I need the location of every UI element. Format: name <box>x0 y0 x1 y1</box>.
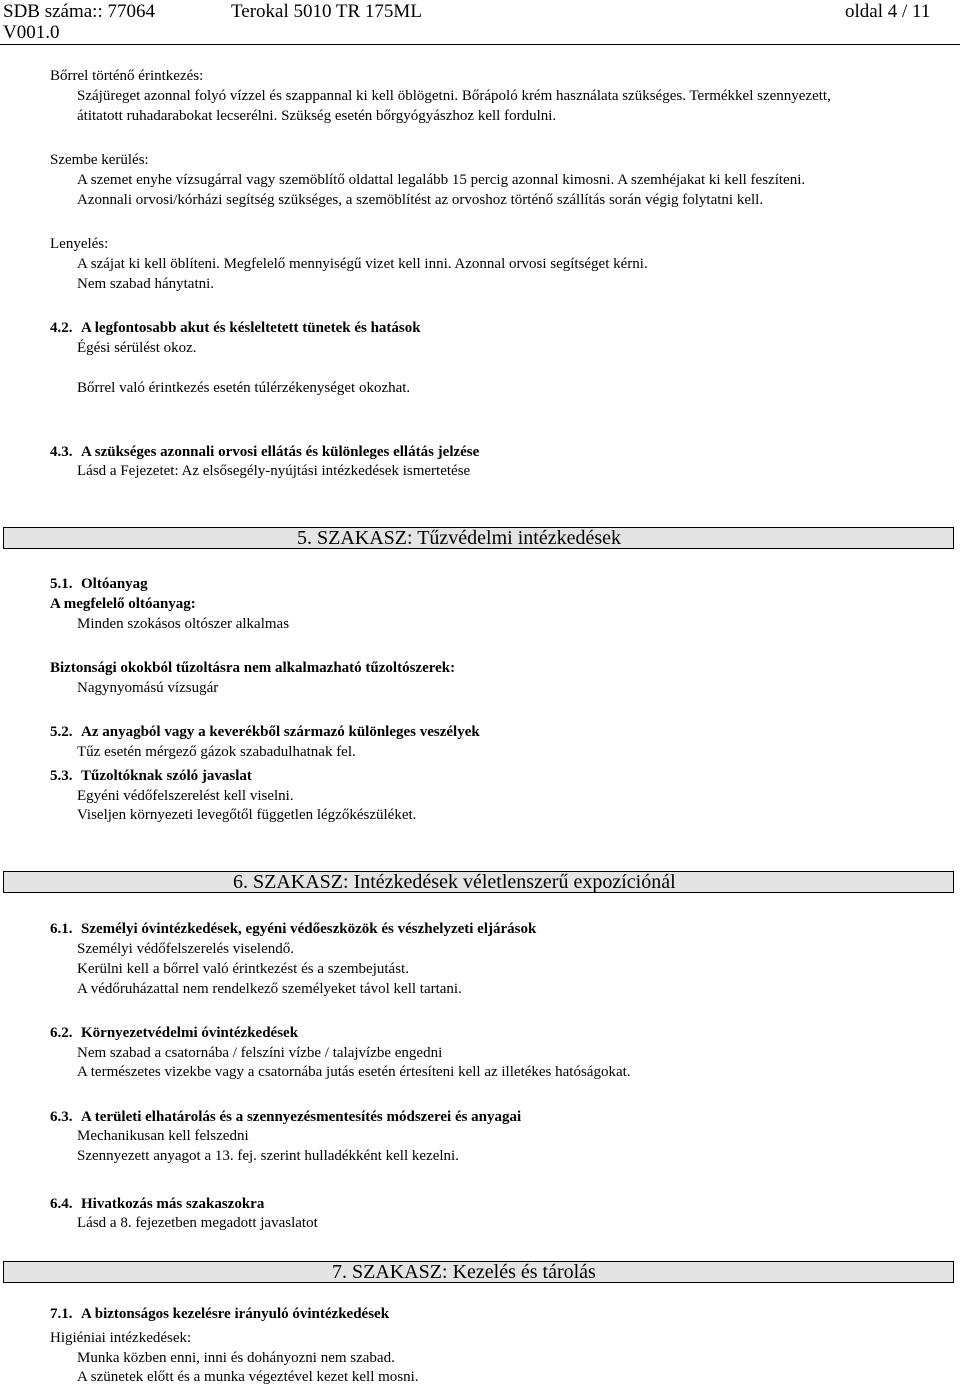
hazard-line: Tűz esetén mérgező gázok szabadulhatnak fel. <box>77 744 356 760</box>
suitable-media: Minden szokásos oltószer alkalmas <box>77 616 290 632</box>
reference-line: Lásd a 8. fejezetben megadott javaslatot <box>77 1215 318 1231</box>
subsection-number: 4.3. <box>50 444 73 460</box>
personal-precaution-line: A védőruházattal nem rendelkező személyeket távol kell tartani. <box>77 981 462 997</box>
ingestion-line: Nem szabad hánytatni. <box>77 276 215 292</box>
subsection-title: A területi elhatárolás és a szennyezésmentesítés módszerei és anyagai <box>81 1109 522 1125</box>
personal-precaution-line: Személyi védőfelszerelés viselendő. <box>77 941 295 957</box>
eye-contact-line: Azonnali orvosi/kórházi segítség szükséges, a szemöblítést az orvoshoz történő szállítás során végig folytatni kell. <box>77 192 764 208</box>
ingestion-heading: Lenyelés: <box>50 236 109 252</box>
sds-number: SDB száma:: 77064 <box>3 1 155 22</box>
eye-contact-line: A szemet enyhe vízsugárral vagy szemöblítő oldattal legalább 15 percig azonnal kimosni. A szemhéjakat ki kell feszíteni. <box>77 172 806 188</box>
symptoms-line: Bőrrel való érintkezés esetén túlérzékenységet okozhat. <box>77 380 411 396</box>
subsection-title: A biztonságos kezelésre irányuló óvintézkedések <box>81 1306 390 1322</box>
ingestion-line: A szájat ki kell öblíteni. Megfelelő mennyiségű vizet kell inni. Azonnal orvosi segítséget kérni. <box>77 256 648 272</box>
subsection-title: A szükséges azonnali orvosi ellátás és különleges ellátás jelzése <box>81 444 480 460</box>
page-number: oldal 4 / 11 <box>845 1 931 22</box>
section-6-title: 6. SZAKASZ: Intézkedések véletlenszerű expozíciónál <box>233 871 676 893</box>
unsuitable-media: Nagynyomású vízsugár <box>77 680 219 696</box>
treatment-line: Lásd a Fejezetet: Az elsősegély-nyújtási intézkedések ismertetése <box>77 463 471 479</box>
hygiene-line: A szünetek előtt és a munka végeztével kezet kell mosni. <box>77 1369 419 1385</box>
subsection-number: 5.2. <box>50 724 73 740</box>
environmental-line: A természetes vizekbe vagy a csatornába jutás esetén értesíteni kell az illetékes hatóságokat. <box>77 1064 631 1080</box>
subsection-title: Oltóanyag <box>81 576 148 592</box>
section-7-title: 7. SZAKASZ: Kezelés és tárolás <box>332 1261 596 1283</box>
subsection-number: 5.1. <box>50 576 73 592</box>
subsection-number: 7.1. <box>50 1306 73 1322</box>
skin-contact-line: átitatott ruhadarabokat lecserélni. Szükség esetén bőrgyógyászhoz kell fordulni. <box>77 108 557 124</box>
subsection-number: 6.4. <box>50 1196 73 1212</box>
environmental-line: Nem szabad a csatornába / felszíni vízbe / talajvízbe engedni <box>77 1045 443 1061</box>
hygiene-heading: Higiéniai intézkedések: <box>50 1330 192 1346</box>
page-header <box>0 0 960 46</box>
eye-contact-heading: Szembe kerülés: <box>50 152 149 168</box>
subsection-title: Hivatkozás más szakaszokra <box>81 1196 265 1212</box>
suitable-media-heading: A megfelelő oltóanyag: <box>50 596 196 612</box>
firefighter-line: Egyéni védőfelszerelést kell viselni. <box>77 788 294 804</box>
header-divider <box>0 44 960 45</box>
subsection-number: 6.3. <box>50 1109 73 1125</box>
subsection-title: Az anyagból vagy a keverékből származó különleges veszélyek <box>81 724 480 740</box>
skin-contact-line: Szájüreget azonnal folyó vízzel és szappannal ki kell öblögetni. Bőrápoló krém használata szükséges. Termékkel szennyezett, <box>77 88 831 104</box>
subsection-number: 5.3. <box>50 768 73 784</box>
personal-precaution-line: Kerülni kell a bőrrel való érintkezést és a szembejutást. <box>77 961 409 977</box>
subsection-number: 4.2. <box>50 320 73 336</box>
subsection-number: 6.1. <box>50 921 73 937</box>
subsection-title: Környezetvédelmi óvintézkedések <box>81 1025 299 1041</box>
subsection-title: Tűzoltóknak szóló javaslat <box>81 768 252 784</box>
product-name: Terokal 5010 TR 175ML <box>231 1 422 22</box>
cleanup-line: Szennyezett anyagot a 13. fej. szerint hulladékként kell kezelni. <box>77 1148 459 1164</box>
subsection-title: Személyi óvintézkedések, egyéni védőeszközök és vészhelyzeti eljárások <box>81 921 537 937</box>
section-5-title: 5. SZAKASZ: Tűzvédelmi intézkedések <box>297 527 622 549</box>
unsuitable-media-heading: Biztonsági okokból tűzoltásra nem alkalmazható tűzoltószerek: <box>50 660 456 676</box>
subsection-title: A legfontosabb akut és késleltetett tünetek és hatások <box>81 320 421 336</box>
hygiene-line: Munka közben enni, inni és dohányozni nem szabad. <box>77 1350 395 1366</box>
version: V001.0 <box>3 22 60 43</box>
cleanup-line: Mechanikusan kell felszedni <box>77 1128 249 1144</box>
symptoms-line: Égési sérülést okoz. <box>77 340 197 356</box>
subsection-number: 6.2. <box>50 1025 73 1041</box>
skin-contact-heading: Bőrrel történő érintkezés: <box>50 68 204 84</box>
firefighter-line: Viseljen környezeti levegőtől független légzőkészüléket. <box>77 807 417 823</box>
